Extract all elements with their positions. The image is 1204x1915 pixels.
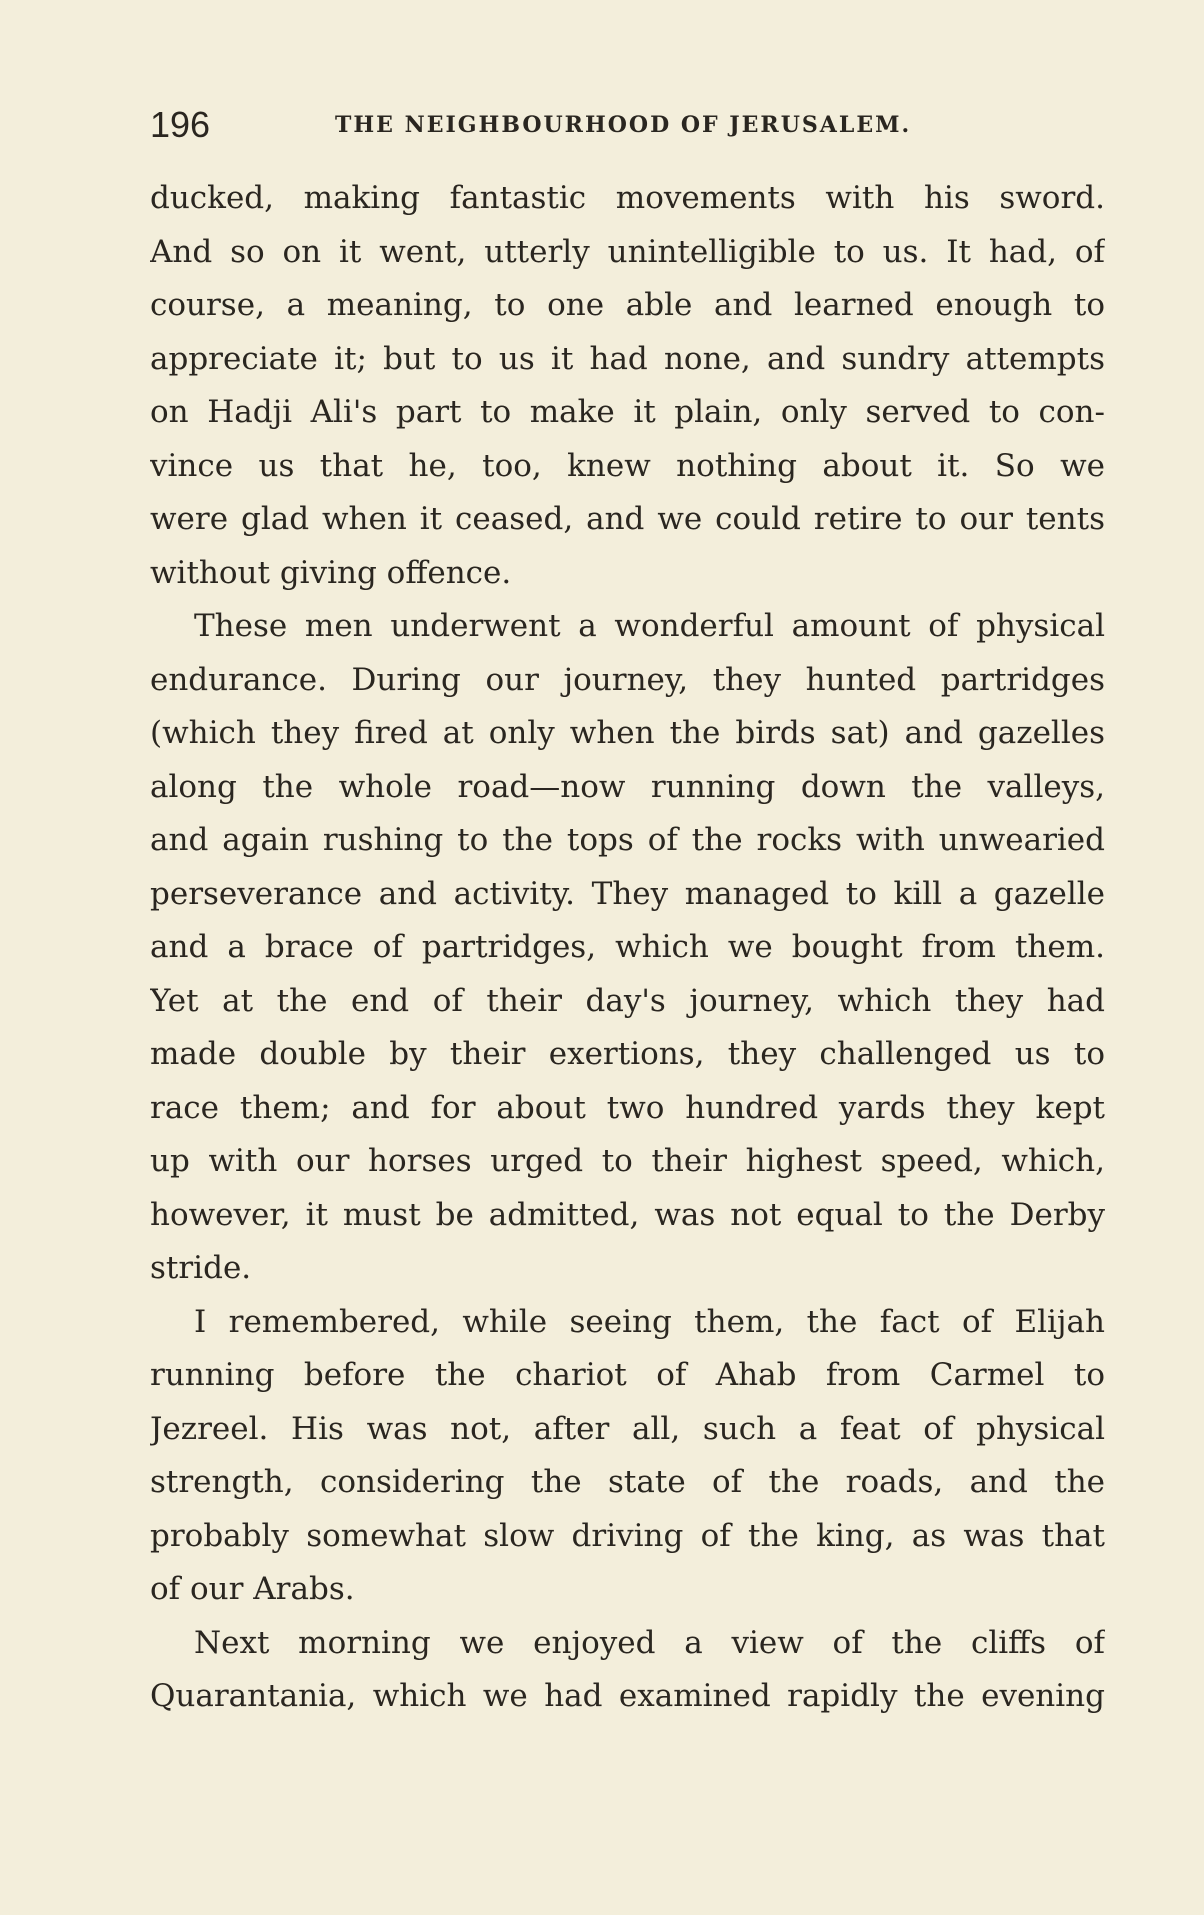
text-line: endurance. During our journey, they hunted partridges	[150, 661, 1105, 698]
text-line: on Hadji Ali's part to make it plain, only served to con-	[150, 394, 1105, 430]
text-line: without giving offence.	[150, 554, 512, 591]
page-header	[150, 100, 1110, 150]
text-line: however, it must be admitted, was not equal to the Derby	[150, 1196, 1105, 1233]
text-line: And so on it went, utterly unintelligible to us. It had, of	[150, 233, 1105, 270]
running-title: THE NEIGHBOURHOOD OF JERUSALEM.	[335, 112, 912, 138]
text-line: of our Arabs.	[150, 1571, 355, 1607]
text-line: stride.	[150, 1250, 252, 1286]
text-line: Quarantania, which we had examined rapidly the evening	[150, 1678, 1105, 1714]
body-text	[150, 172, 1105, 1724]
text-line: made double by their exertions, they challenged us to	[150, 1036, 1105, 1072]
text-line: and again rushing to the tops of the rocks with unwearied	[150, 822, 1105, 858]
text-line: probably somewhat slow driving of the king, as was that	[150, 1517, 1105, 1554]
page-number: 196	[150, 104, 211, 145]
text-line: were glad when it ceased, and we could retire to our tents	[150, 501, 1105, 537]
text-line: strength, considering the state of the roads, and the	[150, 1464, 1105, 1500]
text-line: perseverance and activity. They managed to kill a gazelle	[150, 875, 1105, 912]
text-line: Next morning we enjoyed a view of the cliffs of	[194, 1624, 1105, 1661]
text-line: up with our horses urged to their highest speed, which,	[150, 1143, 1105, 1179]
text-line: These men underwent a wonderful amount of physical	[194, 608, 1105, 644]
text-line: ducked, making fantastic movements with his sword.	[150, 180, 1105, 216]
text-line: along the whole road—now running down the valleys,	[150, 768, 1105, 805]
text-line: (which they fired at only when the birds sat) and gazelles	[150, 715, 1105, 751]
text-line: race them; and for about two hundred yards they kept	[150, 1089, 1105, 1126]
text-line: appreciate it; but to us it had none, and sundry attempts	[150, 340, 1105, 377]
text-line: and a brace of partridges, which we bought from them.	[150, 929, 1105, 965]
text-line: course, a meaning, to one able and learned enough to	[150, 287, 1105, 323]
text-line: Yet at the end of their day's journey, which they had	[150, 982, 1105, 1019]
text-line: Jezreel. His was not, after all, such a feat of physical	[150, 1410, 1105, 1447]
text-line: running before the chariot of Ahab from Carmel to	[150, 1357, 1105, 1393]
text-line: vince us that he, too, knew nothing about it. So we	[150, 447, 1105, 484]
text-line: I remembered, while seeing them, the fact of Elijah	[194, 1303, 1105, 1340]
